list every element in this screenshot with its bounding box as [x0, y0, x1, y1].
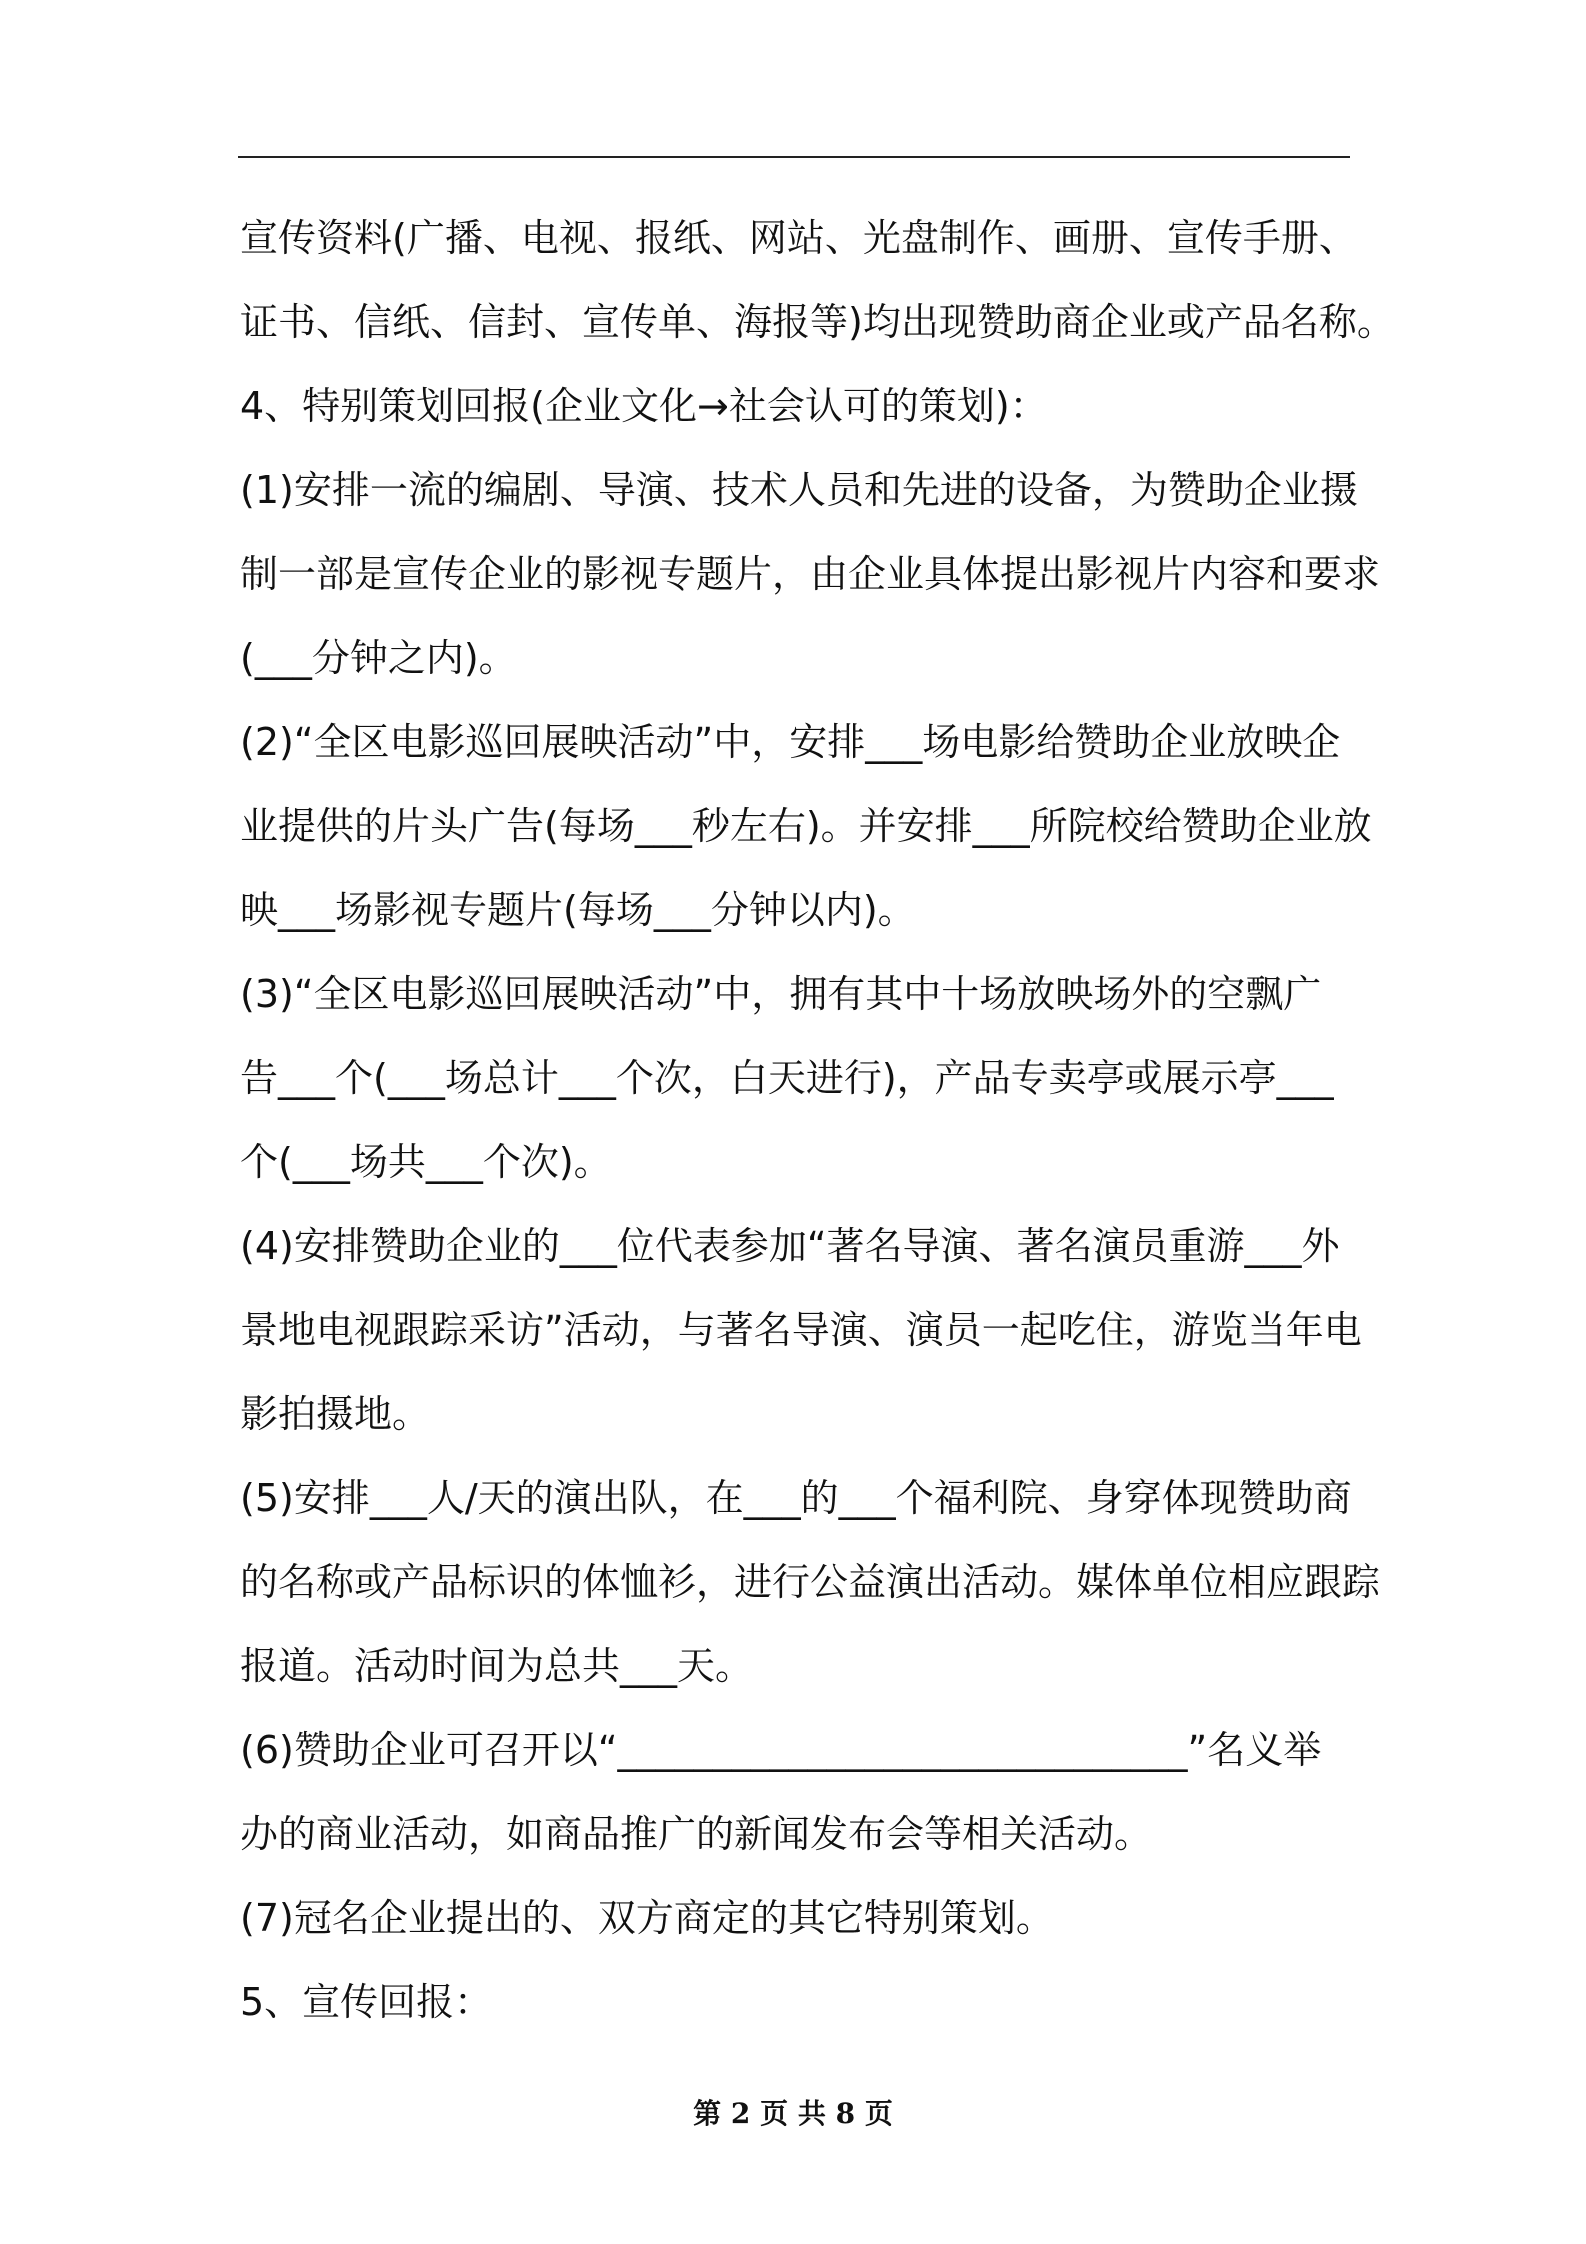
text-line: (2)“全区电影巡回展映活动”中，安排___场电影给赞助企业放映企	[240, 720, 1341, 764]
text-line: (7)冠名企业提出的、双方商定的其它特别策划。	[240, 1896, 1054, 1940]
text-line: (6)赞助企业可召开以“______________________________”名义举	[240, 1728, 1322, 1772]
text-line: 宣传资料(广播、电视、报纸、网站、光盘制作、画册、宣传手册、	[240, 216, 1357, 260]
text-line: 报道。活动时间为总共___天。	[240, 1644, 754, 1688]
text-line: 4、特别策划回报(企业文化→社会认可的策划)：	[240, 384, 1048, 428]
text-line: 制一部是宣传企业的影视专题片，由企业具体提出影视片内容和要求	[240, 552, 1381, 596]
text-line: (3)“全区电影巡回展映活动”中，拥有其中十场放映场外的空飘广	[240, 972, 1322, 1016]
text-line: (5)安排___人/天的演出队，在___的___个福利院、身穿体现赞助商	[240, 1476, 1352, 1520]
text-line: (4)安排赞助企业的___位代表参加“著名导演、著名演员重游___外	[240, 1224, 1340, 1268]
text-line: 个(___场共___个次)。	[240, 1140, 612, 1184]
text-line: 办的商业活动，如商品推广的新闻发布会等相关活动。	[240, 1812, 1153, 1856]
text-line: (1)安排一流的编剧、导演、技术人员和先进的设备，为赞助企业摄	[240, 468, 1358, 512]
text-line: 映___场影视专题片(每场___分钟以内)。	[240, 888, 916, 932]
text-line: 的名称或产品标识的体恤衫，进行公益演出活动。媒体单位相应跟踪	[240, 1560, 1381, 1604]
header-rule	[238, 156, 1350, 158]
text-line: 景地电视跟踪采访”活动，与著名导演、演员一起吃住，游览当年电	[240, 1308, 1362, 1352]
text-line: 5、宣传回报：	[240, 1980, 493, 2024]
text-line: 证书、信纸、信封、宣传单、海报等)均出现赞助商企业或产品名称。	[240, 300, 1395, 344]
text-line: (___分钟之内)。	[240, 636, 517, 680]
text-line: 告___个(___场总计___个次，白天进行)，产品专卖亭或展示亭___	[240, 1056, 1334, 1100]
page-number-footer: 第 2 页 共 8 页	[693, 2097, 893, 2130]
text-line: 影拍摄地。	[240, 1392, 431, 1436]
document-body	[240, 196, 1395, 2044]
text-line: 业提供的片头广告(每场___秒左右)。并安排___所院校给赞助企业放	[240, 804, 1372, 848]
